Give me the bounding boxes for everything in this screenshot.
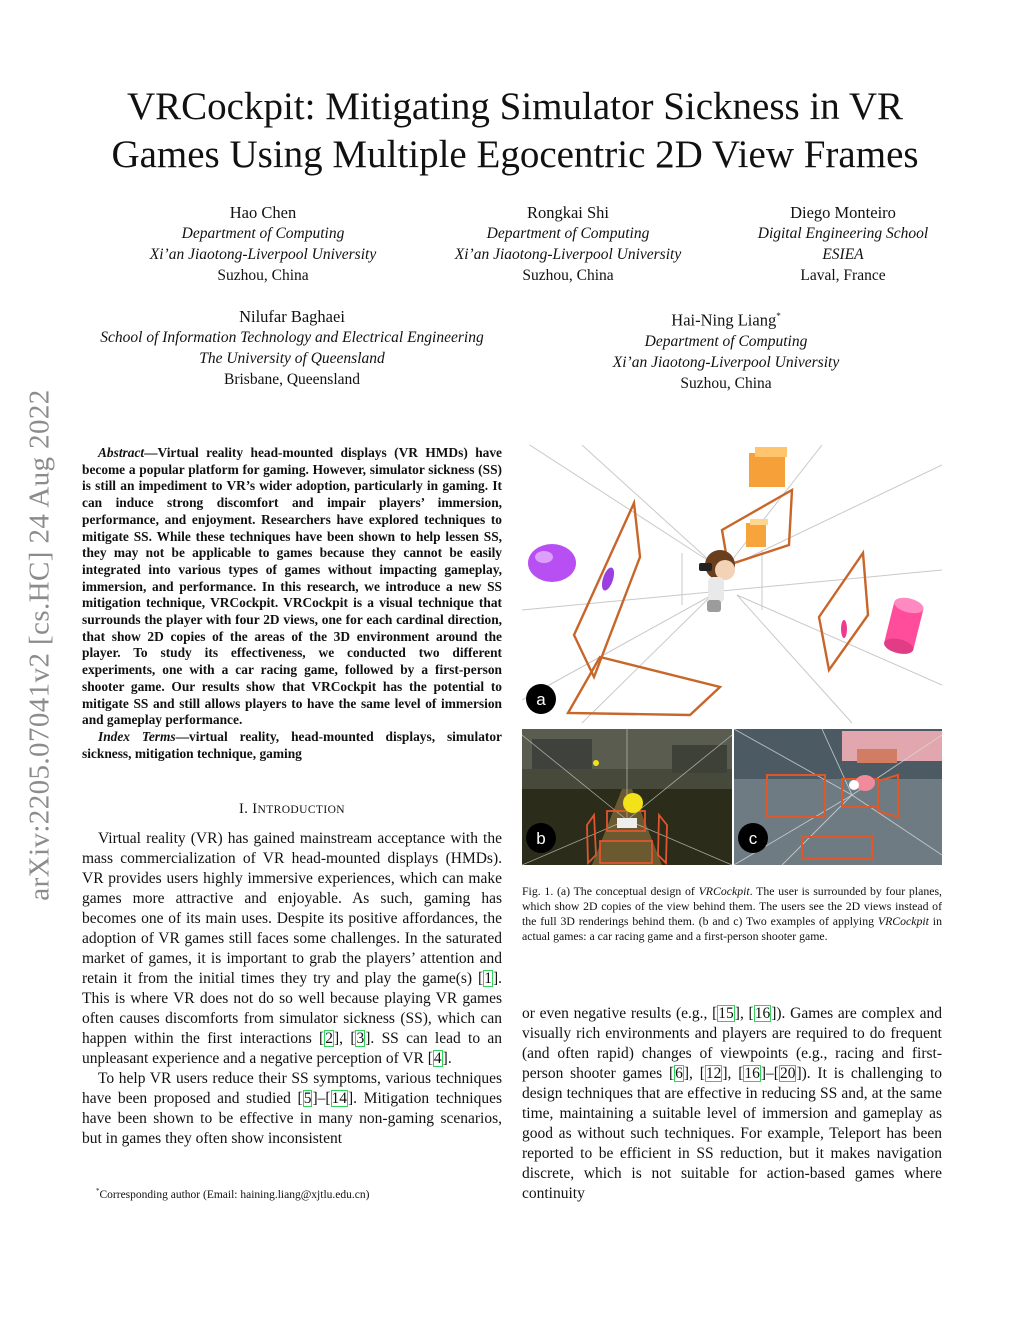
abstract-dash: — <box>144 445 158 460</box>
figure-label-b: b <box>536 829 546 848</box>
intro-paragraph-1: Virtual reality (VR) has gained mainstream acceptance with the mass commercialization of VR head-mounted displays (HMDs). VR provides users highly immersive experiences, which can make games more attractive and enjoyable. As such, gaming has becomes one of its main uses. Despite its positive affordances, the adoption of VR games still faces some challenges. In the saturated market of games, it is important to grab the players’ attention and retain it from the initial times they try and play the game(s) [1]. This is where VR does not do so well because playing VR games often causes discomforts from simulator sickness (SS), which can happen within the first interactions [2], [3]. SS can lead to an unpleasant experience and a negative perception of VR [4]. <box>82 830 503 1067</box>
footnote-mark: * <box>96 1187 100 1195</box>
author-name: Hao Chen <box>229 203 297 222</box>
section-heading-introduction <box>82 801 502 818</box>
citation-link[interactable]: 16 <box>754 1005 771 1022</box>
footnote-text: Corresponding author (Email: haining.liang@xjtlu.edu.cn) <box>99 1188 370 1201</box>
author-organization: Xi’an Jiaotong-Liverpool University <box>454 246 682 263</box>
author-department: Digital Engineering School <box>757 225 929 242</box>
citation-link[interactable]: 20 <box>779 1065 796 1082</box>
citation-link[interactable]: 14 <box>331 1090 348 1107</box>
index-terms-text: virtual reality, head-mounted displays, simulator sickness, mitigation technique, gaming <box>82 728 503 761</box>
citation-link[interactable]: 4 <box>433 1050 442 1067</box>
author-organization: Xi’an Jiaotong-Liverpool University <box>149 246 377 263</box>
author-name: Nilufar Baghaei <box>239 307 345 326</box>
author-organization: The University of Queensland <box>199 350 385 367</box>
citation-link[interactable]: 12 <box>705 1065 722 1082</box>
figure-label-a: a <box>536 690 546 709</box>
author-location: Suzhou, China <box>680 374 772 392</box>
figure-panel-a-scene <box>522 445 942 723</box>
citation-link[interactable]: 3 <box>356 1030 365 1047</box>
author-department: Department of Computing <box>644 332 808 350</box>
citation-link[interactable]: 5 <box>303 1090 312 1107</box>
author-department: School of Information Technology and Electrical Engineering <box>100 329 484 346</box>
index-terms-label: Index Terms <box>98 728 176 744</box>
author-department: Department of Computing <box>486 225 650 242</box>
author-location: Brisbane, Queensland <box>223 371 361 388</box>
author-block-3 <box>733 202 953 286</box>
citation-link[interactable]: 15 <box>718 1005 734 1022</box>
figure-1-graphics <box>522 445 942 865</box>
author-name: Hai-Ning Liang <box>671 310 777 330</box>
paper-title <box>60 83 970 179</box>
author-location: Laval, France <box>800 267 886 284</box>
title-line-1: VRCockpit: Mitigating Simulator Sickness in VR <box>126 85 904 128</box>
section-smallcaps: NTRODUCTION <box>257 804 345 816</box>
arxiv-identifier-stamp <box>20 345 60 945</box>
abstract-section <box>82 445 502 762</box>
introduction-text <box>82 829 502 1149</box>
title-line-2: Games Using Multiple Egocentric 2D View Frames <box>111 133 919 176</box>
right-column-text <box>522 1004 942 1204</box>
author-name: Rongkai Shi <box>526 203 610 222</box>
citation-link[interactable]: 2 <box>325 1030 333 1047</box>
author-block-5 <box>576 306 876 394</box>
abstract-paragraph <box>82 445 502 729</box>
citation-link[interactable]: 6 <box>675 1065 683 1082</box>
corresponding-author-mark: * <box>776 311 781 321</box>
figure-1 <box>522 445 942 865</box>
figure-caption: Fig. 1. (a) The conceptual design of VRCockpit. The user is surrounded by four planes, which show 2D copies of the view behind them. The users see the 2D views instead of the full 3D renderings behind them. (b and c) Two examples of applying VRCockpit in actual games: a car racing game and a first-person shooter game. <box>522 884 942 943</box>
figure-panel-c-shooter-game <box>734 729 942 865</box>
arxiv-stamp-text: arXiv:2205.07041v2 [cs.HC] 24 Aug 2022 <box>23 389 56 901</box>
abstract-text: Virtual reality head-mounted displays (VR HMDs) have become a popular platform for gaming. However, simulator sickness (SS) is still an impediment to VR’s wider adoption, particularly in gaming. It can induce strong discomfort and impair players’ immersion, performance, and enjoyment. Researchers have explored techniques to mitigate SS. While these techniques have been shown to help lessen SS, they may not be applicable to games because they cannot be easily integrated into various types of games without impacting gameplay, immersion, and performance. In this research, we introduce a new SS mitigation technique, VRCockpit. VRCockpit is a visual technique that surrounds the player with four 2D views, one for each cardinal direction, that show 2D copies of the areas of the 3D environment around the player. To study its effectiveness, we conducted two different experiments, one with a car racing game, followed by a first-person shooter game. Our results show that VRCockpit has the potential to mitigate SS and still allows players to have the same level of immersion and gameplay performance. <box>82 445 502 728</box>
author-block-4 <box>72 306 512 390</box>
author-name: Diego Monteiro <box>790 203 896 222</box>
index-terms-paragraph <box>82 729 502 762</box>
figure-panel-b-racing-game <box>522 729 732 865</box>
footnote <box>82 1187 502 1201</box>
author-organization: ESIEA <box>822 246 864 263</box>
author-block-2 <box>418 202 718 286</box>
citation-link[interactable]: 1 <box>484 970 492 987</box>
intro-paragraph-2: To help VR users reduce their SS symptoms, various techniques have been proposed and studied [5]–[14]. Mitigation techniques have been shown to be effective in many non-gaming scenarios, but in games they often show inconsistent <box>82 1070 502 1147</box>
author-location: Suzhou, China <box>522 267 614 284</box>
author-name-row <box>576 306 876 331</box>
abstract-label: Abstract <box>98 445 145 460</box>
author-location: Suzhou, China <box>217 267 309 284</box>
section-initial: I <box>252 801 258 817</box>
author-organization: Xi’an Jiaotong-Liverpool University <box>612 353 840 371</box>
author-department: Department of Computing <box>181 225 345 242</box>
figure-label-c: c <box>748 829 758 848</box>
section-number: I. <box>239 801 249 817</box>
continued-paragraph: or even negative results (e.g., [15], [16]). Games are complex and visually rich environments and players are required to do frequent (and often rapid) changes of viewpoints (e.g., racing and first-person shooter games [6], [12], [16]–[20]). It is challenging to design techniques that are effective in reducing SS and, at the same time, maintaining a suitable level of immersion and gameplay as good as without such techniques. For example, Teleport has been reported to be efficient in SS reduction, but it makes navigation discrete, which is not suitable for action-based games where continuity <box>522 1005 942 1202</box>
citation-link[interactable]: 16 <box>744 1065 760 1082</box>
author-block-1 <box>113 202 413 286</box>
index-terms-dash: — <box>175 728 190 744</box>
